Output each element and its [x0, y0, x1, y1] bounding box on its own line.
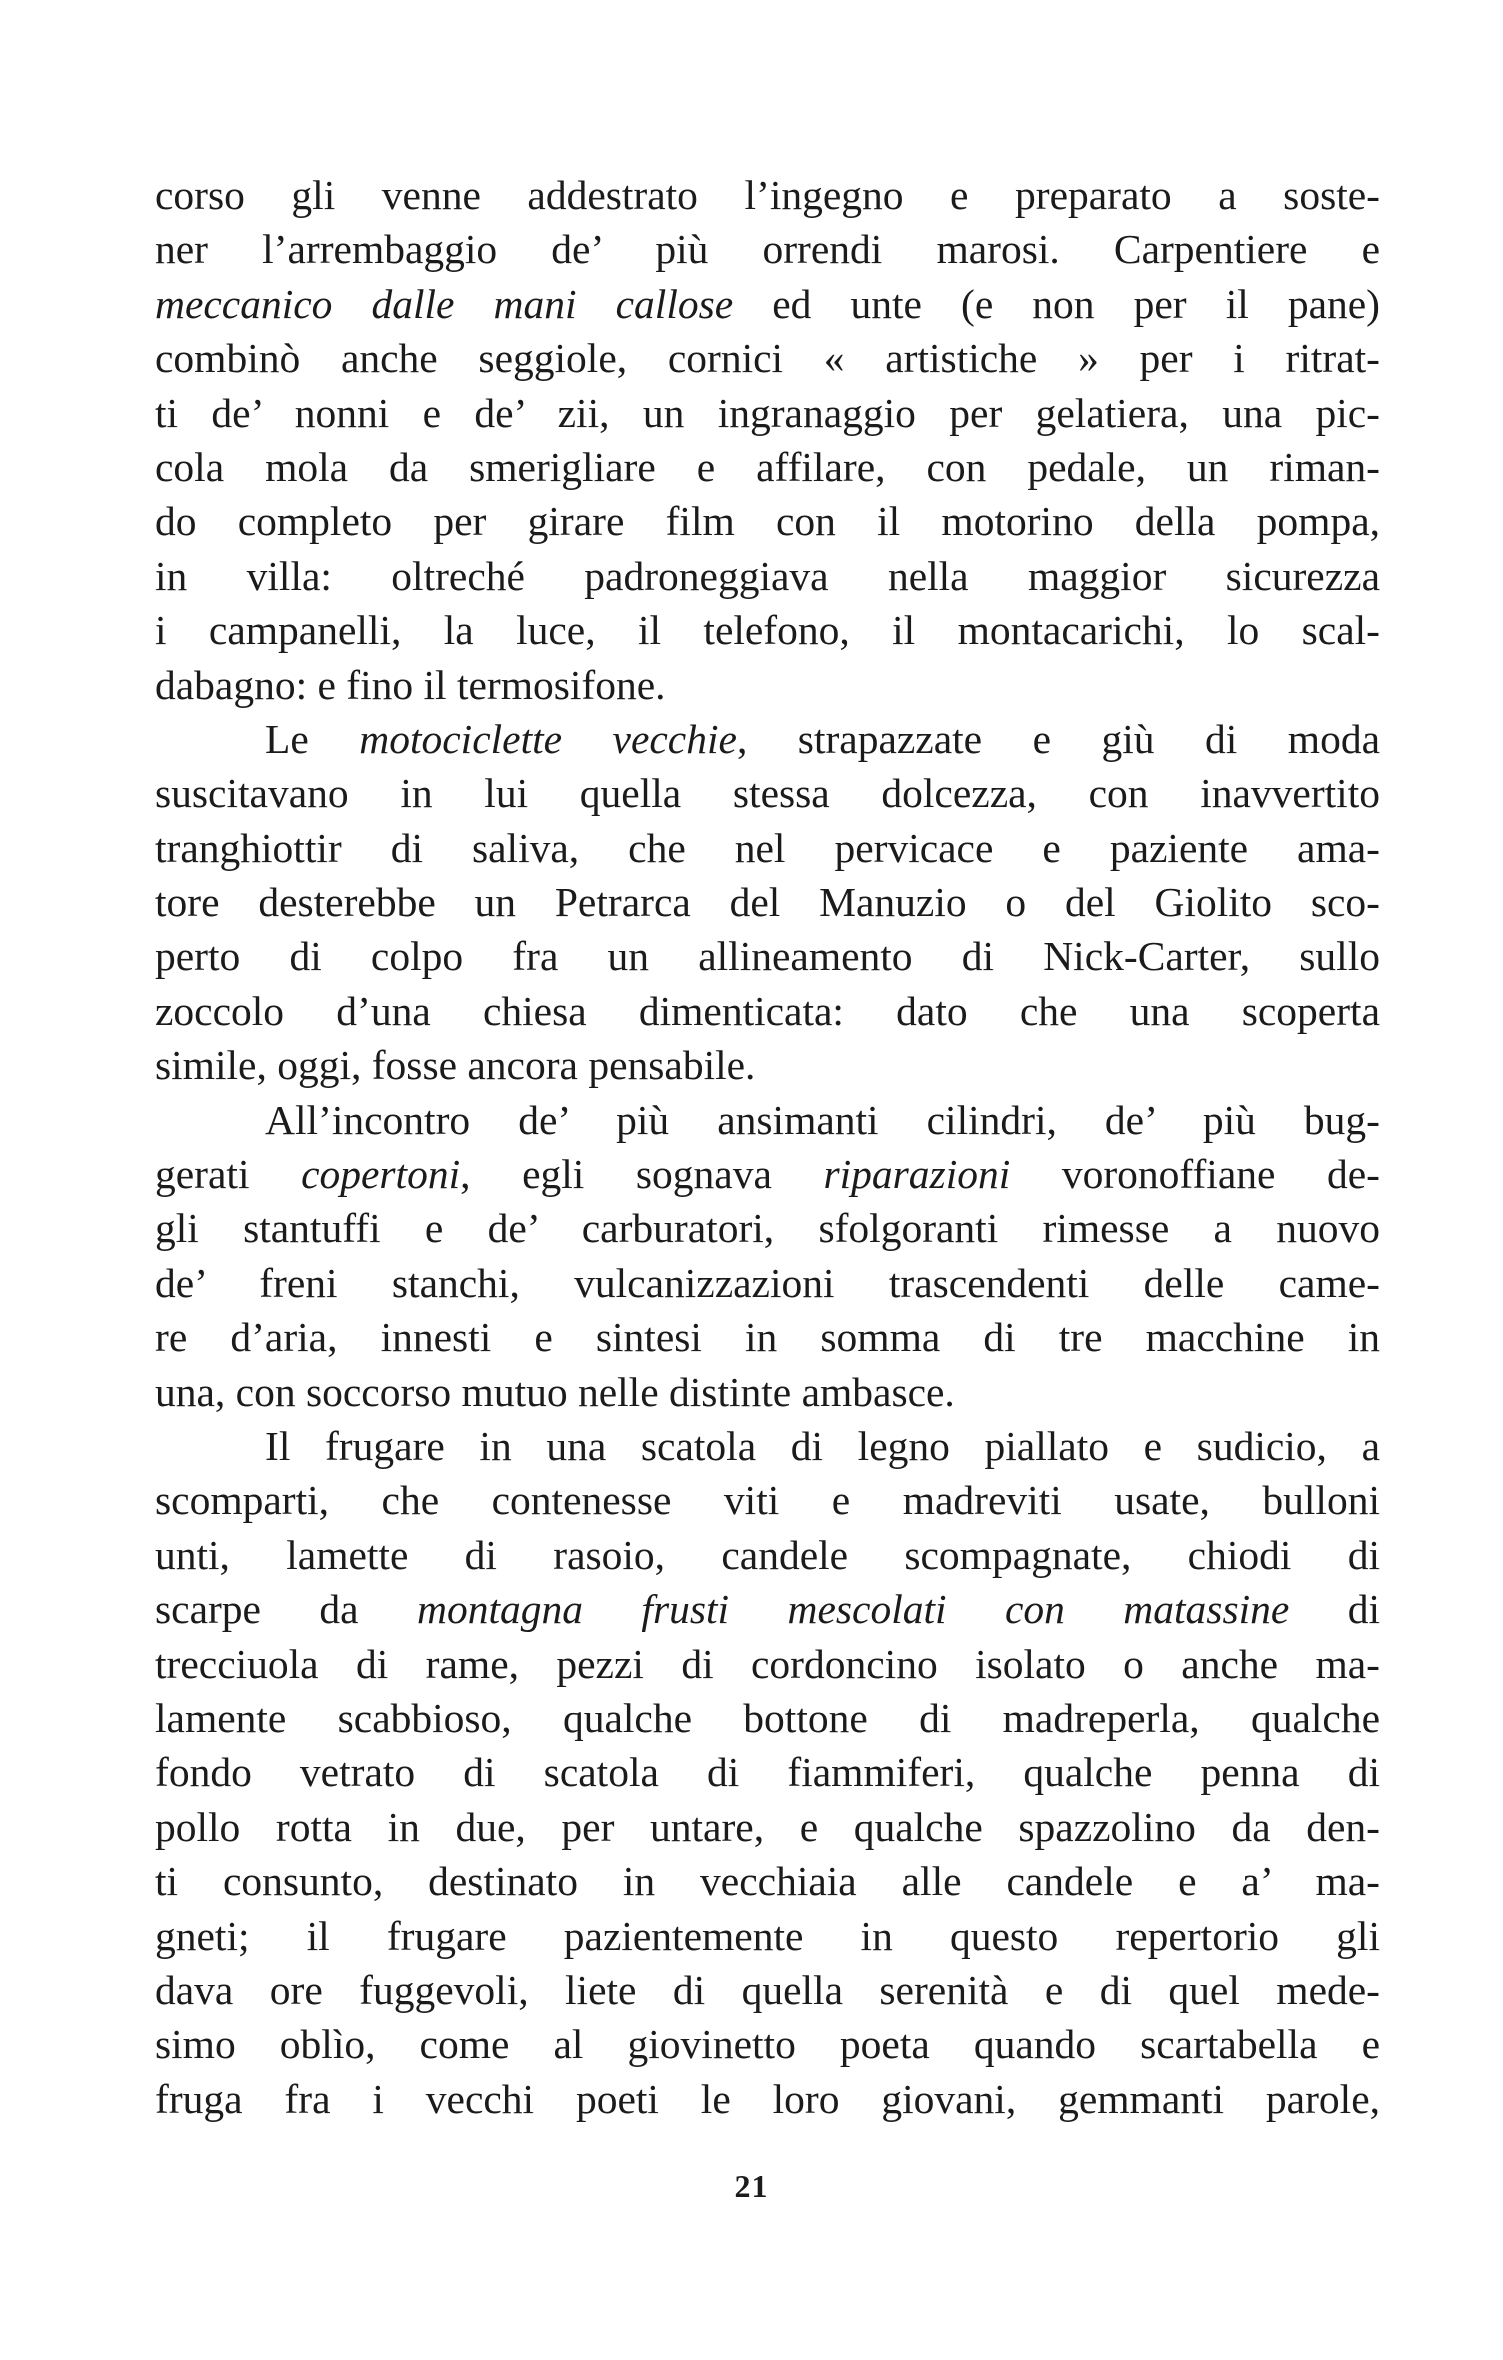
text-segment: re d’aria, innesti e sintesi in somma di tre macchine in [155, 1314, 1380, 1361]
text-line [155, 1854, 1380, 1908]
text-segment: cola mola da smerigliare e affilare, con pedale, un riman- [155, 443, 1380, 490]
text-line [155, 1038, 1380, 1092]
text-segment: zoccolo d’una chiesa dimenticata: dato che una scoperta [155, 987, 1380, 1034]
text-segment: simile, oggi, fosse ancora pensabile. [155, 1042, 756, 1089]
text-line [155, 2017, 1380, 2071]
text-line [155, 875, 1380, 929]
body-text [155, 168, 1380, 2126]
text-line [155, 1691, 1380, 1745]
text-line [155, 984, 1380, 1038]
text-segment: corso gli venne addestrato l’ingegno e preparato a soste- [155, 172, 1380, 218]
text-segment: pollo rotta in due, per untare, e qualche spazzolino da den- [155, 1803, 1380, 1850]
italic-text: meccanico dalle mani callose [155, 280, 734, 327]
text-line [155, 1419, 1380, 1473]
text-segment: combinò anche seggiole, cornici « artistiche » per i ritrat- [155, 335, 1380, 382]
text-line [155, 331, 1380, 385]
text-line [155, 658, 1380, 712]
text-line [155, 1310, 1380, 1364]
text-segment: perto di colpo fra un allineamento di Nick-Carter, sullo [155, 933, 1380, 980]
text-segment: gerati [155, 1151, 302, 1198]
italic-text: motociclette vecchie [359, 715, 737, 762]
text-line [155, 1365, 1380, 1419]
text-line [155, 1256, 1380, 1310]
text-line [155, 222, 1380, 276]
text-line [155, 1093, 1380, 1147]
text-line [155, 168, 1380, 222]
text-segment: dabagno: e fino il termosifone. [155, 661, 666, 708]
text-line [155, 1637, 1380, 1691]
text-segment: fondo vetrato di scatola di fiammiferi, qualche penna di [155, 1749, 1380, 1796]
text-segment: Il frugare in una scatola di legno piallato e sudicio, a [265, 1422, 1380, 1469]
italic-text: riparazioni [823, 1151, 1011, 1198]
text-segment: ti consunto, destinato in vecchiaia alle candele e a’ ma- [155, 1858, 1380, 1905]
text-segment: scomparti, che contenesse viti e madreviti usate, bulloni [155, 1477, 1380, 1524]
text-line [155, 929, 1380, 983]
text-segment: una, con soccorso mutuo nelle distinte ambasce. [155, 1368, 955, 1415]
text-segment: ner l’arrembaggio de’ più orrendi marosi. Carpentiere e [155, 226, 1380, 273]
text-line [155, 1147, 1380, 1201]
text-segment: suscitavano in lui quella stessa dolcezza, con inavvertito [155, 770, 1380, 817]
text-line [155, 494, 1380, 548]
page-number: 21 [734, 2168, 769, 2204]
text-line [155, 1201, 1380, 1255]
text-segment: gli stantuffi e de’ carburatori, sfolgoranti rimesse a nuovo [155, 1205, 1380, 1252]
text-line [155, 1473, 1380, 1527]
text-line [155, 603, 1380, 657]
text-segment: gneti; il frugare pazientemente in questo repertorio gli [155, 1912, 1380, 1959]
text-segment: ti de’ nonni e de’ zii, un ingranaggio per gelatiera, una pic- [155, 389, 1380, 436]
text-line [155, 712, 1380, 766]
text-segment: fruga fra i vecchi poeti le loro giovani, gemmanti parole, [155, 2075, 1380, 2122]
text-line [155, 277, 1380, 331]
text-segment: unti, lamette di rasoio, candele scompagnate, chiodi di [155, 1531, 1380, 1578]
text-segment: in villa: oltreché padroneggiava nella maggior sicurezza [155, 552, 1380, 599]
text-line [155, 1745, 1380, 1799]
text-segment: i campanelli, la luce, il telefono, il montacarichi, lo scal- [155, 607, 1380, 654]
text-segment: , strapazzate e giù di moda [736, 715, 1380, 762]
text-segment: lamente scabbioso, qualche bottone di madreperla, qualche [155, 1694, 1380, 1741]
text-segment: ed unte (e non per il pane) [733, 280, 1380, 327]
text-segment: di [1289, 1586, 1380, 1633]
text-line [155, 821, 1380, 875]
text-line [155, 2072, 1380, 2126]
text-line [155, 1582, 1380, 1636]
text-segment: Le [265, 715, 360, 762]
italic-text: montagna frusti mescolati con matassine [417, 1586, 1290, 1633]
text-segment: trecciuola di rame, pezzi di cordoncino isolato o anche ma- [155, 1640, 1380, 1687]
text-segment: de’ freni stanchi, vulcanizzazioni trascendenti delle came- [155, 1259, 1380, 1306]
text-segment: tore desterebbe un Petrarca del Manuzio o del Giolito sco- [155, 879, 1380, 926]
text-segment: do completo per girare film con il motorino della pompa, [155, 498, 1380, 545]
text-segment: scarpe da [155, 1586, 417, 1633]
text-line [155, 1963, 1380, 2017]
text-segment: All’incontro de’ più ansimanti cilindri, de’ più bug- [265, 1096, 1380, 1143]
text-segment: tranghiottir di saliva, che nel pervicace e paziente ama- [155, 824, 1380, 871]
text-line [155, 549, 1380, 603]
text-line [155, 440, 1380, 494]
text-line [155, 1800, 1380, 1854]
text-line [155, 1909, 1380, 1963]
text-segment: dava ore fuggevoli, liete di quella serenità e di quel mede- [155, 1966, 1380, 2013]
text-segment: , egli sognava [460, 1151, 824, 1198]
text-segment: voronoffiane de- [1010, 1151, 1380, 1198]
text-line [155, 766, 1380, 820]
text-line [155, 1528, 1380, 1582]
text-line [155, 386, 1380, 440]
italic-text: copertoni [301, 1151, 461, 1198]
text-segment: simo oblìo, come al giovinetto poeta quando scartabella e [155, 2021, 1380, 2068]
